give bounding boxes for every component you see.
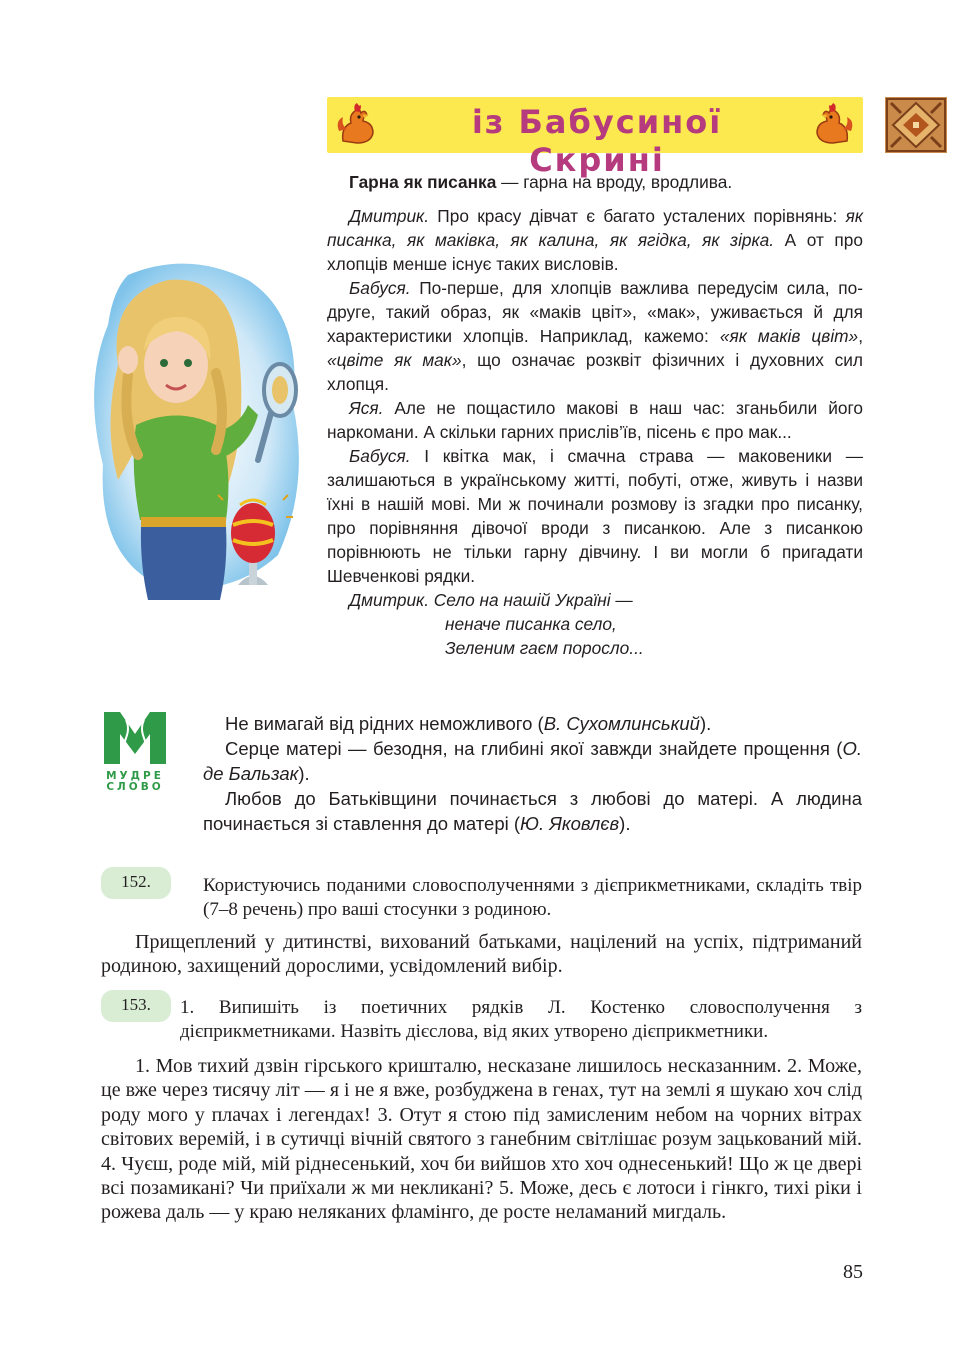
dialogue-text: , що означає розквіт фізичних і духовних сил хлопця. xyxy=(327,350,863,394)
idiom-term: Гарна як писанка xyxy=(349,172,497,192)
girl-with-mirror-illustration xyxy=(88,255,310,600)
quote xyxy=(203,711,862,736)
dialogue-text: А от про хлопців менше існує таких висловів. xyxy=(327,230,864,274)
wise-word-quotes xyxy=(203,711,862,836)
dialogue-paragraph xyxy=(327,204,863,276)
logo-line-2: СЛОВО xyxy=(106,781,164,793)
speaker-name: Бабуся. xyxy=(349,278,411,298)
dialogue-text: Про красу дівчат є багато усталених порівнянь: xyxy=(429,206,846,226)
exercise-poem-text xyxy=(101,1054,862,1225)
quote-text: Не вимагай від рідних неможливого ( xyxy=(225,713,544,734)
dialogue-text: По-перше, для хлопців важлива передусім сила, по-друге, такий образ, як «маків цвіт», «мак», уживається й для характеристики хлопців. Наприклад, кажемо: xyxy=(327,278,863,346)
exercise-words-text: Прищеплений у дитинстві, вихований батьками, націлений на успіх, підтриманий родиною, захищений дорослими, усвідомлений вибір. xyxy=(101,931,862,977)
speaker-name: Дмитрик. xyxy=(349,206,430,226)
banner-title: із Бабусиної Скрині xyxy=(471,103,723,179)
quote-author: Ю. Яковлєв xyxy=(520,813,620,834)
quote-end: ). xyxy=(619,813,631,834)
exercise-task xyxy=(203,874,862,922)
wise-word-emblem-icon xyxy=(100,708,170,766)
quote-author: В. Сухомлинський xyxy=(543,713,700,734)
verse-line: неначе писанка село, xyxy=(445,614,617,634)
quote-text: Любов до Батьківщини починається з любові до матері. А людина починається зі ставлення до матері ( xyxy=(203,788,862,834)
exercise-task-text: Користуючись поданими словосполученнями з дієприкметниками, складіть твір (7–8 речень) про ваші стосунки з родиною. xyxy=(203,875,862,920)
speaker-name: Бабуся. xyxy=(349,446,411,466)
idiom-definition: — гарна на вроду, вродлива. xyxy=(496,172,733,192)
quote-text: Серце матері — безодня, на глибині якої завжди знайдете прощення ( xyxy=(225,738,843,759)
dialogue-examples: «цвіте як мак» xyxy=(327,350,462,370)
page-number: 85 xyxy=(843,1261,863,1283)
rooster-icon xyxy=(333,101,381,149)
idiom-line xyxy=(327,170,863,194)
section-banner xyxy=(327,97,863,179)
dialogue-paragraph xyxy=(327,444,863,588)
dialogue-examples: як писанка, як маківка, як калина, як ягідка, як зірка. xyxy=(327,206,863,250)
quote-author: О. де Бальзак xyxy=(203,738,862,784)
dialogue-paragraph xyxy=(327,276,863,396)
rooster-icon xyxy=(809,101,857,149)
logo-line-1: МУДРЕ xyxy=(106,770,164,782)
exercise-task xyxy=(180,996,862,1044)
exercise-number-badge: 153. xyxy=(101,990,171,1022)
exercise-word-list xyxy=(101,930,862,978)
dialogue-text: Але не пощастило макові в наш час: зганьбили його наркомани. А скільки гарних прислів’їв, пісень є про мак... xyxy=(327,398,863,442)
dialogue-paragraph xyxy=(327,396,863,444)
quote-end: ). xyxy=(298,763,310,784)
dialogue-block xyxy=(327,170,863,660)
exercise-task-text: 1. Випишіть із поетичних рядків Л. Костенко словосполучення з дієприкметниками. Назвіть дієслова, від яких утворено дієприкметники. xyxy=(180,997,862,1042)
exercise-number-badge: 152. xyxy=(101,867,171,899)
dialogue-text: І квітка мак, і смачна страва — маковеники — залишаються в українському житті, побуті, отже, живуть і назви їхні в нашій мові. Ми ж починали розмову із згадки про писанку, про порівняння дівочої вроди з писанкою. Але з писанкою порівнюють не тільки гарну дівчину. І ви могли б пригадати Шевченкові рядки. xyxy=(327,446,863,586)
dialogue-examples: «як маків цвіт» xyxy=(719,326,859,346)
speaker-name: Яся. xyxy=(349,398,384,418)
wise-word-logo xyxy=(100,708,170,793)
quote-end: ). xyxy=(699,713,712,734)
poem-text: 1. Мов тихий дзвін гірського кришталю, несказане лишилось несказанним. 2. Може, це вже через тисячу літ — я і не я вже, розбуджена в генах, тут на землі я шукаю хоч слід роду мого у плачах і легендах! 3. Отут я стою під замисленим небом на чорних вітрах світових веремій, і в сутичці вічній святого з ганебним світлішає розум зацькований мій. 4. Чуєш, роде мій, мій ріднесенький, хоч би вийшов хто хоч однесенький! Що ж це двері всі позамикані? Чи приїхали ж ми некликані? 5. Може, десь є лотоси і гінкго, тихі ріки і рожева даль — у краю неляканих фламінго, де росте неламаний мигдаль. xyxy=(101,1055,862,1224)
dialogue-text: , xyxy=(858,326,863,346)
embroidery-ornament xyxy=(885,97,947,153)
quote xyxy=(203,736,862,786)
verse-line: Дмитрик. Село на нашій Україні — xyxy=(349,590,633,610)
verse-line: Зеленим гаєм поросло... xyxy=(445,638,644,658)
quote xyxy=(203,786,862,836)
